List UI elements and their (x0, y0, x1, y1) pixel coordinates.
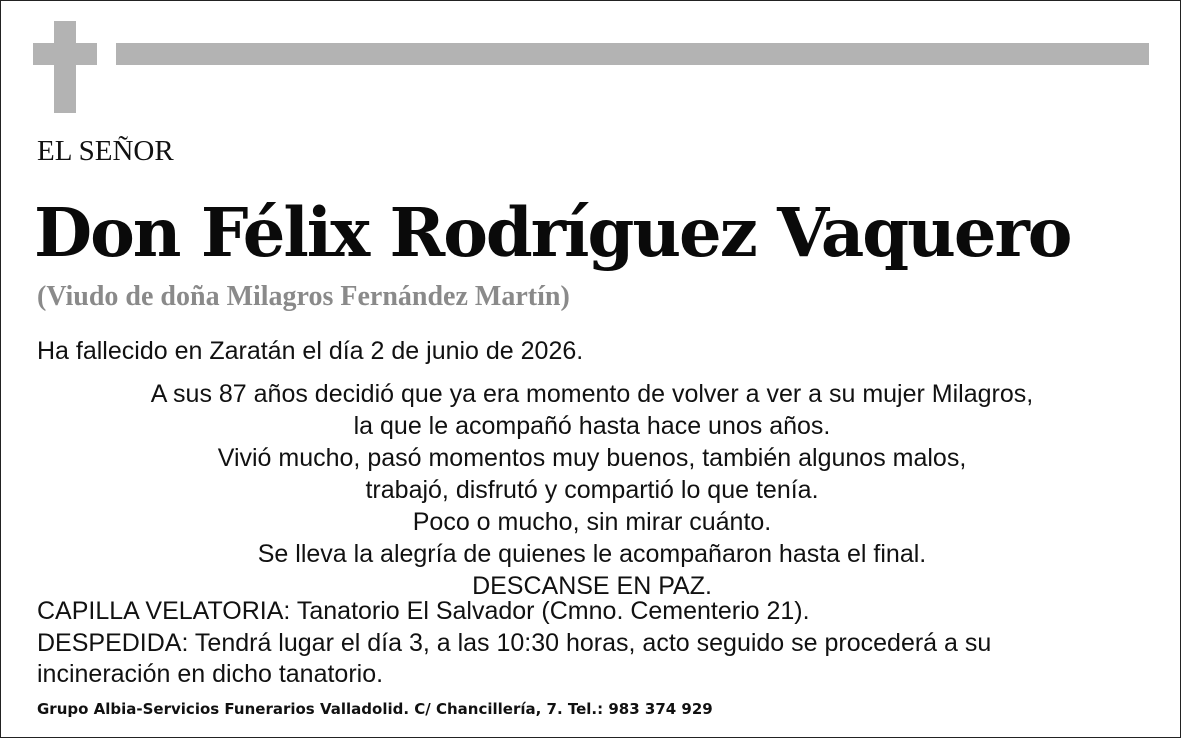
header-divider-bar (116, 43, 1149, 65)
death-announcement: Ha fallecido en Zaratán el día 2 de junio de 2026. (37, 337, 584, 365)
chapel-line: CAPILLA VELATORIA: Tanatorio El Salvador (Cmno. Cementerio 21). (37, 597, 810, 625)
funeral-home-footer: Grupo Albia-Servicios Funerarios Valladolid. C/ Chancillería, 7. Tel.: 983 374 929 (37, 700, 713, 718)
message-line: Vivió mucho, pasó momentos muy buenos, también algunos malos, (217, 444, 967, 472)
message-line: Poco o mucho, sin mirar cuánto. (412, 508, 772, 536)
memorial-message (37, 378, 1147, 602)
service-info (37, 596, 1157, 691)
message-line: la que le acompañó hasta hace unos años. (353, 412, 831, 440)
message-line: Se lleva la alegría de quienes le acompañaron hasta el final. (257, 540, 927, 568)
deceased-name: Don Félix Rodríguez Vaquero (34, 193, 1071, 272)
honorific: EL SEÑOR (37, 135, 174, 167)
widow-of-line: (Viudo de doña Milagros Fernández Martín) (37, 281, 570, 312)
farewell-line: incineración en dicho tanatorio. (37, 660, 384, 688)
message-line: A sus 87 años decidió que ya era momento de volver a ver a su mujer Milagros, (150, 380, 1034, 408)
cross-horizontal-bar (33, 43, 97, 65)
cross-vertical-bar (54, 21, 76, 113)
message-line: trabajó, disfrutó y compartió lo que tenía. (365, 476, 819, 504)
rest-in-peace: DESCANSE EN PAZ. (472, 572, 712, 600)
farewell-line: DESPEDIDA: Tendrá lugar el día 3, a las 10:30 horas, acto seguido se procederá a su (37, 628, 992, 657)
cross-icon (33, 21, 97, 113)
